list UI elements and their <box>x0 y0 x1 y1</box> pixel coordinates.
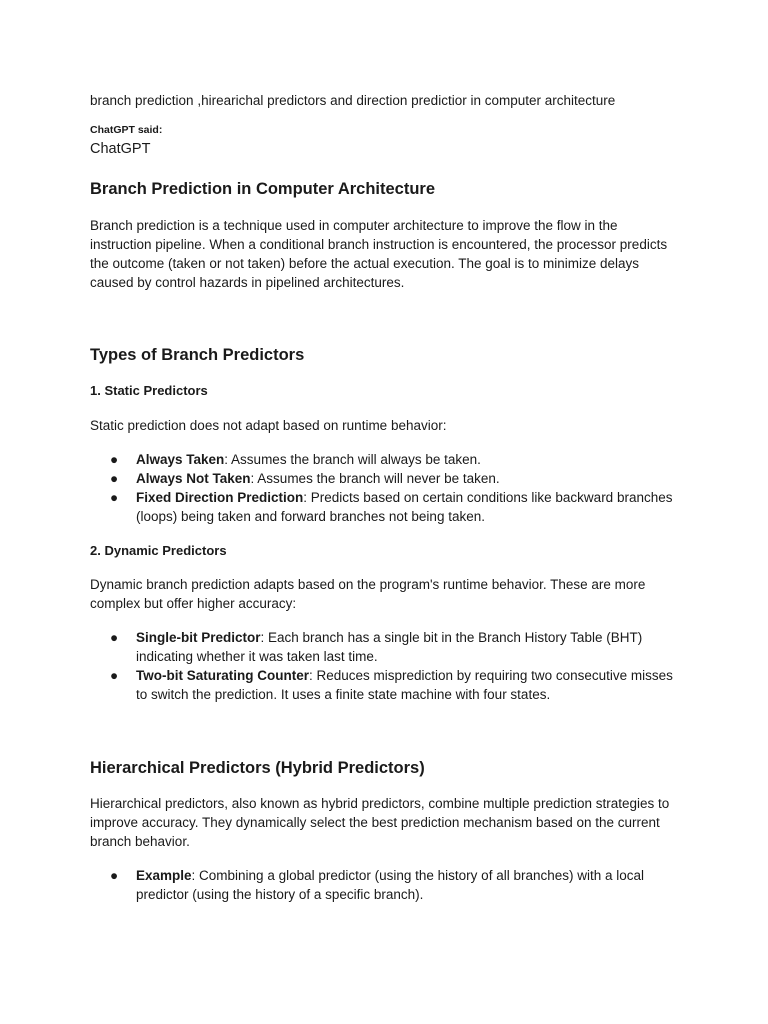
bullet-icon: ● <box>110 452 119 467</box>
list-item-desc: : Combining a global predictor (using the history of all branches) with a local predictor (using the history of a specific branch). <box>136 868 645 902</box>
list-item-term: Fixed Direction Prediction <box>136 490 304 505</box>
user-prompt: branch prediction ,hirearichal predictors and direction predictior in computer architecture <box>90 93 616 108</box>
hierarchical-list <box>90 866 680 904</box>
list-item <box>90 469 680 488</box>
list-item-desc: : Each branch has a single bit in the Branch History Table (BHT) indicating whether it was taken last time. <box>136 630 643 664</box>
list-item <box>90 450 680 469</box>
list-item-term: Single-bit Predictor <box>136 630 261 645</box>
static-intro-paragraph: Static prediction does not adapt based on runtime behavior: <box>90 418 447 433</box>
subheading-dynamic-predictors: 2. Dynamic Predictors <box>90 543 227 558</box>
list-item-term: Two-bit Saturating Counter <box>136 668 309 683</box>
section-heading-branch-prediction: Branch Prediction in Computer Architecture <box>90 180 436 198</box>
subheading-static-predictors: 1. Static Predictors <box>90 383 208 398</box>
bullet-icon: ● <box>110 668 119 683</box>
bullet-icon: ● <box>110 630 119 645</box>
list-item-desc: : Assumes the branch will never be taken. <box>250 471 500 486</box>
section-heading-types: Types of Branch Predictors <box>90 346 305 364</box>
chatgpt-said-label: ChatGPT said: <box>90 124 163 136</box>
dynamic-intro-paragraph: Dynamic branch prediction adapts based on the program's runtime behavior. These are more complex but offer higher accuracy: <box>90 577 646 611</box>
bullet-icon: ● <box>110 490 119 505</box>
branch-prediction-paragraph: Branch prediction is a technique used in computer architecture to improve the flow in the instruction pipeline. When a conditional branch instruction is encountered, the processor predicts the outcome (taken or not taken) before the actual execution. The goal is to minimize delays caused by control hazards in pipelined architectures. <box>90 218 668 290</box>
list-item <box>90 666 680 704</box>
list-item <box>90 866 680 904</box>
bullet-icon: ● <box>110 868 119 883</box>
dynamic-predictors-list <box>90 628 680 704</box>
section-heading-hierarchical: Hierarchical Predictors (Hybrid Predictors) <box>90 759 425 777</box>
list-item-desc: : Reduces misprediction by requiring two consecutive misses to switch the prediction. It uses a finite state machine with four states. <box>136 668 673 702</box>
list-item <box>90 488 680 526</box>
list-item-term: Always Not Taken <box>136 471 251 486</box>
list-item-term: Always Taken <box>136 452 225 467</box>
list-item-term: Example <box>136 868 192 883</box>
static-predictors-list <box>90 450 680 526</box>
speaker-name: ChatGPT <box>90 141 151 157</box>
list-item <box>90 628 680 666</box>
hierarchical-paragraph: Hierarchical predictors, also known as hybrid predictors, combine multiple prediction strategies to improve accuracy. They dynamically select the best prediction mechanism based on the current branch behavior. <box>90 796 670 849</box>
bullet-icon: ● <box>110 471 119 486</box>
list-item-desc: : Predicts based on certain conditions like backward branches (loops) being taken and forward branches not being taken. <box>136 490 673 524</box>
list-item-desc: : Assumes the branch will always be taken. <box>224 452 481 467</box>
